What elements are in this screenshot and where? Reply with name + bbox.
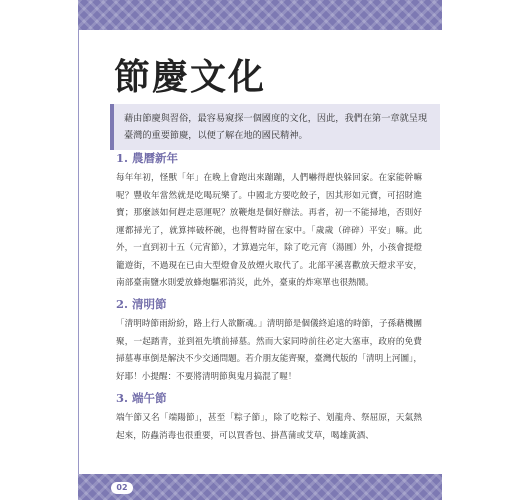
section-body-qingming: 「清明時節雨紛紛，路上行人欲斷魂。」清明節是個儀終追遠的時節，子孫藉機團聚，一起踏青，並到祖先墳前掃墓。然而大家同時前往必定大塞車，政府的免費掃墓專車倒是解決不少交通問題。若介朋友能齊聚，臺灣代版的「清明上河圖」，好耶！小提醒：不要將清明節與鬼月搞混了喔！ xyxy=(116,319,422,382)
section-body-dragon-boat: 端午節又名「端陽節」，甚至「粽子節」，除了吃粽子、划龍舟、祭屈原，天氣熱起來，防蟲消毒也很重要，可以買香包、掛菖蒲或艾草，喝雄黃酒、 xyxy=(116,413,422,441)
section-body-new-year: 每年年初，怪獸「年」在晚上會跑出來蹦蹦，人們嚇得趕快躲回家。在家能幹嘛呢？豐收年當然就是吃喝玩樂了。中國北方要吃餃子，因其形如元寶，可招財進寶；那麼該如何趕走惡運呢？放鞭炮是個好辦法。再者，初一不能掃地，否則好運都掃光了，就算摔破杯碗，也得暫時留在家中。「歲歲（碎碎）平安」嘛。此外，一直到初十五（元宵節），才算過完年，除了吃元宵（湯圓）外，小孩會提燈籠遊街，不過現在已由大型燈會及放煙火取代了。北部平溪喜歡放天燈求平安，南部臺南鹽水則愛放蜂炮驅邪消災，此外，臺東的炸寒單也很熱鬧。 xyxy=(116,173,422,288)
section-title-dragon-boat: 3. 端午節 xyxy=(116,391,167,405)
section-title-qingming: 2. 清明節 xyxy=(116,297,167,311)
page-title: 節慶文化 xyxy=(114,57,267,98)
side-rule xyxy=(78,30,79,474)
top-pattern-band xyxy=(78,0,442,30)
intro-box: 藉由節慶與習俗，最容易窺探一個國度的文化，因此，我們在第一章就呈現臺灣的重要節慶，以便了解在地的國民精神。 xyxy=(110,104,440,150)
page-number: 02 xyxy=(111,482,133,494)
section-title-new-year: 1. 農曆新年 xyxy=(116,151,179,165)
